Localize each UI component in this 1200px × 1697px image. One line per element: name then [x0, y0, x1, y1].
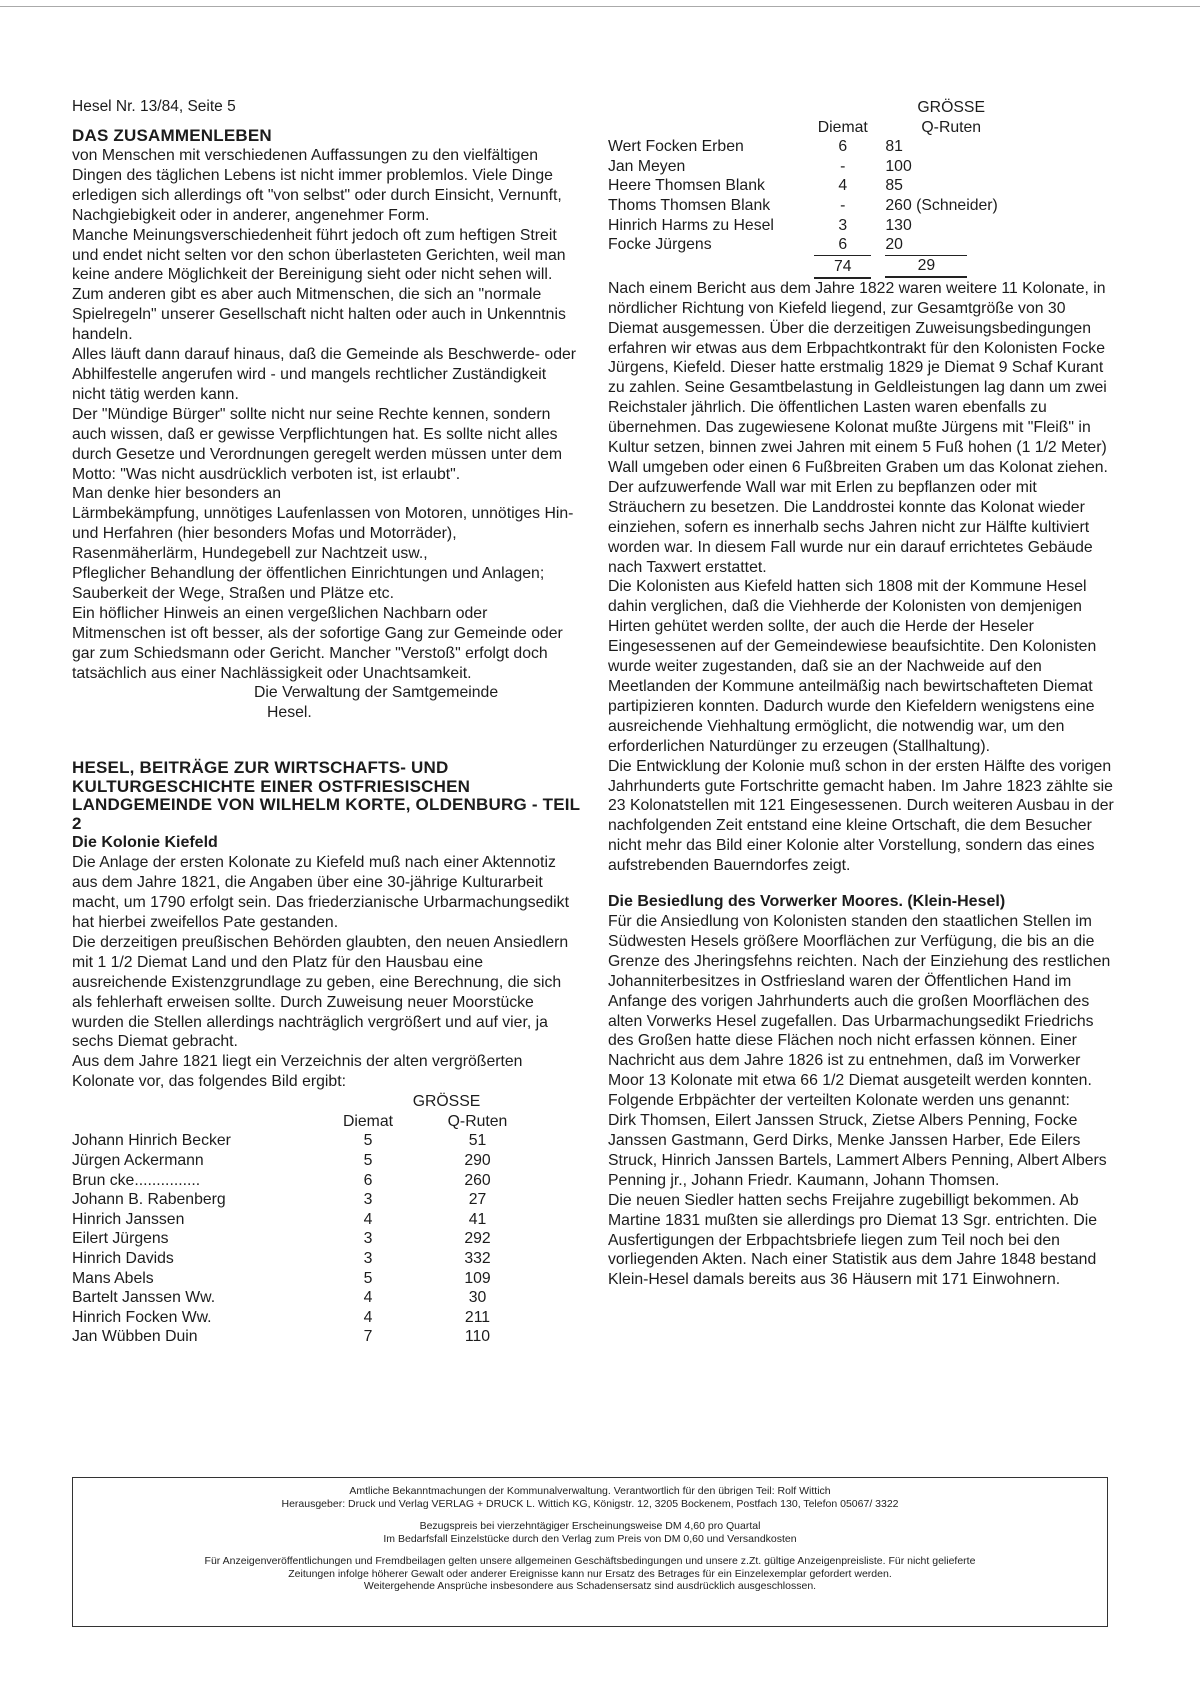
kolonate-table-1821 [72, 1092, 556, 1347]
qruten-value: 30 [468, 1289, 487, 1307]
colonist-name: Johann Hinrich Becker [72, 1132, 231, 1150]
diemat-value: 7 [363, 1328, 373, 1346]
table-spacer [608, 118, 814, 138]
qruten-value: 332 [464, 1249, 491, 1267]
table-row [72, 1308, 556, 1328]
paragraph: Ein höflicher Hinweis an einen vergeßlichen Nachbarn oder Mitmenschen ist oft besser, als der sofortige Gang zur Gemeinde oder gar zum Schiedsmann oder Gericht. Mancher "Verstoß" erfolgt doch tatsächlich aus einer Nachlässigkeit oder Unachtsamkeit. [72, 604, 563, 682]
qruten-value: 109 [464, 1269, 491, 1287]
paragraph: Für die Ansiedlung von Kolonisten standen den staatlichen Stellen im Südwesten Hesels größere Moorflächen zur Verfügung, die bis an die Grenze des Jheringsfehns reichten. Nach der Einziehung des restlichen Johanniterbesitzes in Ostfriesland waren der Öffentlichen Hand im Anfange des vorigen Jahrhunderts auch die großen Moorflächen des alten Vorwerks Hesel zugefallen. Das Urbarmachungsedikt Friedrichs des Großen hatte diese Flächen noch nicht erfassen können. Einer Nachricht aus dem Jahre 1826 ist zu entnehmen, daß im Vorwerker Moor 13 Kolonate mit etwa 66 1/2 Diemat ausgeteilt werden konnten. Folgende Erbpächter der verteilten Kolonate werden uns genannt: [608, 913, 1111, 1110]
paragraph: Lärmbekämpfung, unnötiges Laufenlassen von Motoren, unnötiges Hin- und Herfahren (hier besonders Mofas und Motorräder), Rasenmäherlärm, Hundegebell zur Nachtzeit usw., [72, 505, 574, 563]
table-row [72, 1210, 556, 1230]
table-row [608, 216, 1078, 236]
qruten-value: 130 [885, 216, 912, 234]
paragraph: Die Kolonisten aus Kiefeld hatten sich 1808 mit der Kommune Hesel dahin verglichen, daß die Viehherde der Kolonisten von demjenigen Hirten gehütet werden sollte, der auch die Herde der Heseler Eingesessenen auf der Gemeindewiese beaufsichtite. Den Kolonisten wurde weiter zugestanden, daß sie an der Nachweide auf den Meetlanden der Kommune anteilmäßig nach bewirtschafteten Diemat partipizieren konnten. Dadurch wurde den Kiefeldern wenigstens eine ausreichende Viehhaltung ermöglicht, die notwendig war, um den erforderlichen Naturdünger zu erzeugen (Stallhaltung). [608, 578, 1097, 755]
diemat-value: 6 [838, 138, 848, 156]
qruten-value: 81 [885, 138, 903, 156]
section-title: Die Besiedlung des Vorwerker Moores. (Klein-Hesel) [608, 893, 1006, 911]
table-row [72, 1151, 556, 1171]
total-qruten: 29 [885, 255, 967, 278]
colonist-name: Eilert Jürgens [72, 1230, 169, 1248]
qruten-value: 290 [464, 1151, 491, 1169]
qruten-value: 20 [885, 236, 903, 254]
right-column [608, 98, 1114, 1290]
table-row [72, 1229, 556, 1249]
imprint-line: Herausgeber: Druck und Verlag VERLAG + DRUCK L. Wittich KG, Königstr. 12, 3205 Bockenem, Postfach 130, Telefon 05067/ 3322 [281, 1497, 899, 1510]
section-body [72, 146, 582, 683]
qruten-value: 85 [885, 177, 903, 195]
paragraph: Dirk Thomsen, Eilert Janssen Struck, Zietse Albers Penning, Focke Janssen Gastmann, Gerd Dirks, Menke Janssen Harber, Ede Eilers Struck, Hinrich Janssen Bartels, Lammert Albers Penning, Albert Albers Penning jr., Johann Friedr. Kaumann, Johann Thomsen. [608, 1112, 1107, 1189]
colonist-name: Wert Focken Erben [608, 138, 744, 156]
section-body [72, 853, 582, 1092]
paragraph: Die derzeitigen preußischen Behörden glaubten, den neuen Ansiedlern mit 1 1/2 Diemat Land und den Platz für den Hausbau eine ausreichende Existenzgrundlage zu geben, eine Berechnung, die sich als fehlerhaft erweisen sollte. Durch Zuweisung neuer Moorstücke wurden die Stellen allerdings nachträglich vergrößert und auf vier, ja sechs Diemat gebracht. [72, 933, 569, 1051]
paragraph: Pfleglicher Behandlung der öffentlichen Einrichtungen und Anlagen; [72, 565, 545, 583]
table-row [608, 176, 1078, 196]
article-title: HESEL, BEITRÄGE ZUR WIRTSCHAFTS- UND KULTURGESCHICHTE EINER OSTFRIESISCHEN LANDGEMEINDE VON WILHELM KORTE, OLDENBURG - TEIL 2 [72, 758, 580, 833]
diemat-value: 4 [363, 1308, 373, 1326]
diemat-value: 6 [363, 1171, 373, 1189]
paragraph: Manche Meinungsverschiedenheit führt jedoch oft zum heftigen Streit und endet nicht selten vor den schon überlasteten Gerichten, weil man keine andere Möglichkeit der Bereinigung sieht oder nicht sehen will. [72, 226, 566, 284]
table-row [72, 1288, 556, 1308]
colonist-name: Heere Thomsen Blank [608, 177, 765, 195]
total-diemat: 74 [814, 255, 871, 278]
table-group-header: GRÖSSE [412, 1093, 481, 1111]
imprint-box [72, 1477, 1108, 1627]
colonist-name: Jan Meyen [608, 157, 686, 175]
diemat-value: 5 [363, 1151, 373, 1169]
table-spacer [608, 98, 814, 118]
colonist-name: Hinrich Davids [72, 1249, 174, 1267]
paragraph: von Menschen mit verschiedenen Auffassungen zu den vielfältigen Dingen des täglichen Lebens ist nicht immer problemlos. Viele Dinge erledigen sich allerdings oft "von selbst" oder durch Einsicht, Vernunft, Nachgiebigkeit oder in anderer, angenehmer Form. [72, 147, 562, 224]
colonist-name: Johann B. Rabenberg [72, 1191, 226, 1209]
qruten-value: 51 [468, 1132, 487, 1150]
colonist-name: Mans Abels [72, 1269, 154, 1287]
paragraph: Zum anderen gibt es aber auch Mitmenschen, die sich an "normale Spielregeln" unserer Gesellschaft nicht halten oder auch in Unkenntnis handeln. [72, 286, 566, 344]
qruten-value: 110 [464, 1328, 491, 1346]
table-spacer [608, 255, 814, 278]
table-row [608, 137, 1078, 157]
qruten-value: 292 [464, 1230, 491, 1248]
colonist-name: Jan Wübben Duin [72, 1328, 198, 1346]
colonist-name: Brun cke............... [72, 1171, 201, 1189]
section-body [608, 279, 1114, 876]
column-header-qruten: Q-Ruten [921, 118, 982, 136]
left-column [72, 98, 582, 1347]
imprint-line: Zeitungen infolge höherer Gewalt oder anderer Ereignisse kann nur Ersatz des Betrages für ein Einzelexemplar gefordert werden. [288, 1567, 892, 1580]
section-korte-beitraege [72, 759, 582, 1347]
column-header-diemat: Diemat [342, 1112, 394, 1130]
diemat-value: 3 [363, 1191, 373, 1209]
section-body [608, 912, 1114, 1290]
paragraph: Die Entwicklung der Kolonie muß schon in der ersten Hälfte des vorigen Jahrhunderts gute Fortschritte gemacht haben. Im Jahre 1823 zählte sie 23 Kolonatstellen mit 121 Eingesessenen. Durch weiteren Ausbau in der nachfolgenden Zeit entstand eine kleine Ortschaft, die dem Besucher nicht mehr das Bild einer Kolonie alter Vorstellung, sondern das eines aufstrebenden Bauerndorfes zeigt. [608, 757, 1114, 875]
paragraph: Alles läuft dann darauf hinaus, daß die Gemeinde als Beschwerde- oder Abhilfestelle angerufen wird - und mangels rechtlicher Zuständigkeit nicht tätig werden kann. [72, 346, 577, 403]
table-spacer [814, 98, 871, 118]
diemat-value: - [840, 196, 846, 214]
imprint-line: Für Anzeigenveröffentlichungen und Fremdbeilagen gelten unsere allgemeinen Geschäftsbedingungen und unsere z.Zt. gültige Anzeigenpreisliste. Für nicht gelieferte [204, 1555, 976, 1567]
signature-line: Die Verwaltung der Samtgemeinde [254, 684, 499, 702]
qruten-value: 100 [885, 157, 912, 175]
colonist-name: Jürgen Ackermann [72, 1151, 204, 1169]
qruten-value: 260 [464, 1171, 491, 1189]
article-subtitle: Die Kolonie Kiefeld [72, 834, 218, 852]
paragraph: Sauberkeit der Wege, Straßen und Plätze etc. [72, 584, 394, 602]
diemat-value: 3 [838, 216, 848, 234]
diemat-value: 4 [363, 1289, 373, 1307]
table-row [72, 1190, 556, 1210]
imprint-line: Weitergehende Ansprüche insbesondere aus Schadensersatz sind ausdrücklich ausgeschlossen. [363, 1580, 817, 1592]
table-row [72, 1131, 556, 1151]
table-body [608, 137, 1078, 255]
table-row [72, 1171, 556, 1191]
colonist-name: Hinrich Focken Ww. [72, 1308, 212, 1326]
diemat-value: 3 [363, 1230, 373, 1248]
paragraph: Der "Mündige Bürger" sollte nicht nur seine Rechte kennen, sondern auch wissen, daß er gewisse Verpflichtungen hat. Es sollte nicht alles durch Gesetze und Verordnungen geregelt werden müssen unter dem Motto: "Was nicht ausdrücklich verboten ist, ist erlaubt". [72, 405, 563, 483]
table-row [72, 1249, 556, 1269]
diemat-value: 3 [363, 1249, 373, 1267]
section-title: DAS ZUSAMMENLEBEN [72, 126, 272, 145]
colonist-name: Hinrich Janssen [72, 1210, 185, 1228]
qruten-value: 260 (Schneider) [885, 196, 998, 214]
table-total-row [608, 255, 1078, 278]
table-row [72, 1327, 556, 1347]
table-spacer [72, 1112, 337, 1132]
qruten-value: 211 [464, 1308, 491, 1326]
paragraph: Aus dem Jahre 1821 liegt ein Verzeichnis der alten vergrößerten Kolonate vor, das folgendes Bild ergibt: [72, 1053, 523, 1091]
paragraph: Die Anlage der ersten Kolonate zu Kiefeld muß nach einer Aktennotiz aus dem Jahre 1821, die Angaben über eine 30-jährige Kulturarbeit macht, um 1790 erfolgt sein. Das friederzianische Urbarmachungsedikt hat hierbei zweifellos Pate gestanden. [72, 854, 569, 931]
table-group-header: GRÖSSE [917, 99, 985, 116]
top-rule [0, 6, 1200, 7]
table-row [72, 1269, 556, 1289]
column-header-diemat: Diemat [817, 118, 868, 136]
qruten-value: 41 [468, 1210, 487, 1228]
paragraph: Man denke hier besonders an [72, 485, 282, 503]
colonist-name: Bartelt Janssen Ww. [72, 1289, 216, 1307]
colonist-name: Hinrich Harms zu Hesel [608, 216, 774, 234]
section-zusammenleben [72, 126, 582, 723]
diemat-value: 6 [838, 236, 848, 254]
page-header: Hesel Nr. 13/84, Seite 5 [72, 98, 236, 115]
qruten-value: 27 [468, 1191, 487, 1209]
diemat-value: 4 [363, 1210, 373, 1228]
table-row [608, 157, 1078, 177]
table-row [608, 196, 1078, 216]
signature-line: Hesel. [267, 704, 312, 722]
diemat-value: 4 [838, 177, 848, 195]
colonist-name: Thoms Thomsen Blank [608, 196, 771, 214]
table-spacer [72, 1092, 337, 1112]
colonist-name: Focke Jürgens [608, 236, 712, 254]
table-body [72, 1131, 556, 1347]
diemat-value: 5 [363, 1269, 373, 1287]
imprint-line: Bezugspreis bei vierzehntägiger Erscheinungsweise DM 4,60 pro Quartal [419, 1520, 761, 1532]
paragraph: Die neuen Siedler hatten sechs Freijahre zugebilligt bekommen. Ab Martine 1831 mußten sie allerdings pro Diemat 13 Sgr. entrichten. Die Ausfertigungen der Erbpachtsbriefe liegen zum Teil noch bei den vorliegenden Akten. Nach einer Statistik aus dem Jahre 1848 bestand Klein-Hesel damals bereits aus 36 Häusern mit 171 Einwohnern. [608, 1191, 1098, 1289]
column-header-qruten: Q-Ruten [447, 1112, 508, 1130]
diemat-value: 5 [363, 1132, 373, 1150]
diemat-value: - [840, 157, 846, 175]
paragraph: Nach einem Bericht aus dem Jahre 1822 waren weitere 11 Kolonate, in nördlicher Richtung von Kiefeld liegend, zur Gesamtgröße von 30 Diemat ausgemessen. Über die derzeitigen Zuweisungsbedingungen erfahren wir etwas aus dem Erbpachtkontrakt für den Kolonisten Focke Jürgens, Kiefeld. Dieser hatte erstmalig 1829 je Diemat 9 Schaf Kurant zu zahlen. Seine Gesamtbelastung in Geldleistungen lag dann um zwei Reichstaler jährlich. Die öffentlichen Lasten waren ebenfalls zu übernehmen. Das zugewiesene Kolonat mußte Jürgens mit "Fleiß" in Kultur setzen, binnen zwei Jahren mit einem 5 Fuß hohen (1 1/2 Meter) Wall umgeben oder einen 6 Fußbreiten Graben um das Kolonat ziehen. Der aufzuwerfende Wall war mit Erlen zu bepflanzen oder mit Sträuchern zu besetzen. Die Landdrostei konnte das Kolonat wieder einziehen, sofern es innerhalb sechs Jahren nicht zur Hälfte kultiviert worden war. In diesem Fall wurde nur ein darauf errichtetes Gebäude nach Taxwert erstattet. [608, 279, 1108, 576]
section-vorwerker-moor [608, 892, 1114, 1290]
kolonate-table-continued [608, 98, 1078, 279]
imprint-line: Im Bedarfsfall Einzelstücke durch den Verlag zum Preis von DM 0,60 und Versandkosten [383, 1532, 797, 1545]
imprint-line: Amtliche Bekanntmachungen der Kommunalverwaltung. Verantwortlich für den übrigen Teil: Rolf Wittich [349, 1485, 831, 1497]
table-row [608, 235, 1078, 255]
